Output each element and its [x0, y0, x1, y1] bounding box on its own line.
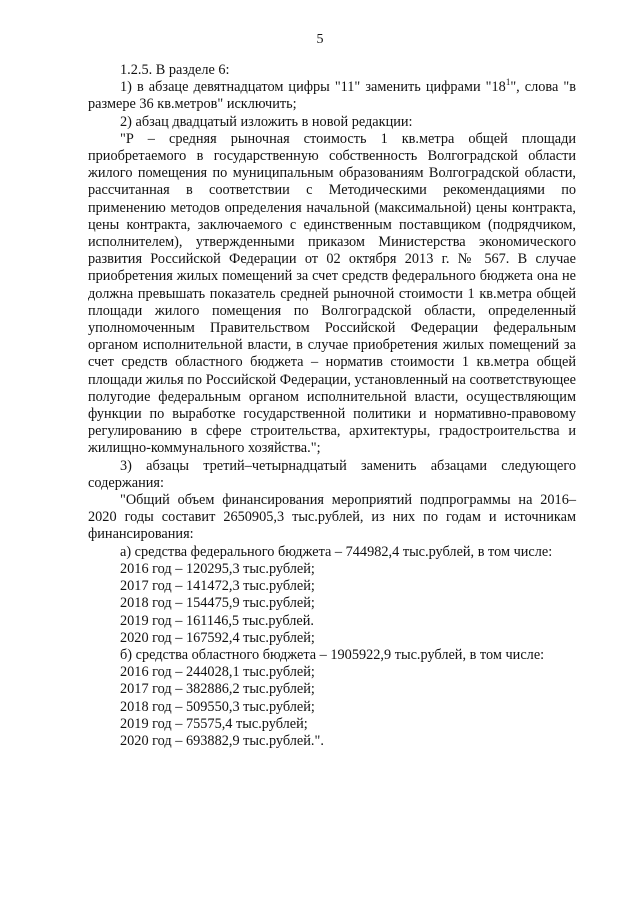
regional-year-line: 2018 год – 509550,3 тыс.рублей;: [120, 698, 315, 715]
regional-year-line: 2019 год – 75575,4 тыс.рублей;: [120, 715, 308, 732]
page-number: 5: [316, 32, 324, 47]
paragraph-definition: "Р – средняя рыночная стоимость 1 кв.метра общей площади приобретаемого в государственную собственность Волгоградской области жилого помещения по муниципальным образованиям Волгоградской области, рассчитанная в соответствии с Методическими рекомендациями по применению методов определения начальной (максимальной) цены контракта, цены контракта, заключаемого с единственным поставщиком (подрядчиком, исполнителем), утвержденными приказом Министерства экономического развития Российской Федерации от 02 октября 2013 г. № 567. В случае приобретения жилых помещений за счет средств федерального бюджета она не должна превышать показатель средней рыночной стоимости 1 кв.метра общей площади жилого помещения по Волгоградской области, определенный уполномоченным Правительством Российской Федерации федеральным органом исполнительной власти, в случае приобретения жилых помещений за счет средств областного бюджета – норматив стоимости 1 кв.метра общей площади жилья по Российской Федерации, установленный на соответствующее полугодие федеральным органом исполнительной власти, осуществляющим функции по выработке государственной политики и нормативно-правовому регулированию в сфере строительства, архитектуры, градостроительства и жилищно-коммунального хозяйства.";: [88, 130, 576, 457]
federal-year-line: 2019 год – 161146,5 тыс.рублей.: [120, 612, 314, 629]
section-heading: 1.2.5. В разделе 6:: [120, 62, 230, 78]
federal-budget-list: [88, 544, 576, 647]
paragraph-item-1-text-after: ", слова "в размере 36 кв.метров" исключить;: [88, 79, 577, 113]
federal-year-line: 2016 год – 120295,3 тыс.рублей;: [120, 560, 315, 577]
paragraph-item-2: 2) абзац двадцатый изложить в новой редакции:: [120, 113, 413, 130]
paragraph-item-3: 3) абзацы третий–четырнадцатый заменить абзацами следующего содержания:: [88, 457, 576, 491]
federal-year-line: 2017 год – 141472,3 тыс.рублей;: [120, 578, 315, 595]
paragraph-item-1: [88, 79, 576, 113]
superscript: 1: [505, 77, 511, 88]
regional-year-line: 2016 год – 244028,1 тыс.рублей;: [120, 664, 315, 681]
paragraph-financing-total: "Общий объем финансирования мероприятий подпрограммы на 2016–2020 годы составит 2650905,3 тыс.рублей, из них по годам и источникам финансирования:: [88, 492, 576, 543]
regional-budget-heading: б) средства областного бюджета – 1905922,9 тыс.рублей, в том числе:: [120, 646, 545, 663]
federal-year-line: 2018 год – 154475,9 тыс.рублей;: [120, 595, 315, 612]
regional-year-line: 2017 год – 382886,2 тыс.рублей;: [120, 681, 315, 698]
regional-year-line: 2020 год – 693882,9 тыс.рублей.".: [120, 732, 324, 749]
federal-budget-heading: а) средства федерального бюджета – 744982,4 тыс.рублей, в том числе:: [120, 543, 553, 560]
paragraph-item-1-text-before: 1) в абзаце девятнадцатом цифры "11" заменить цифрами "18: [120, 79, 506, 96]
federal-year-line: 2020 год – 167592,4 тыс.рублей;: [120, 629, 315, 646]
regional-budget-list: [88, 647, 576, 750]
document-body: [88, 62, 576, 750]
